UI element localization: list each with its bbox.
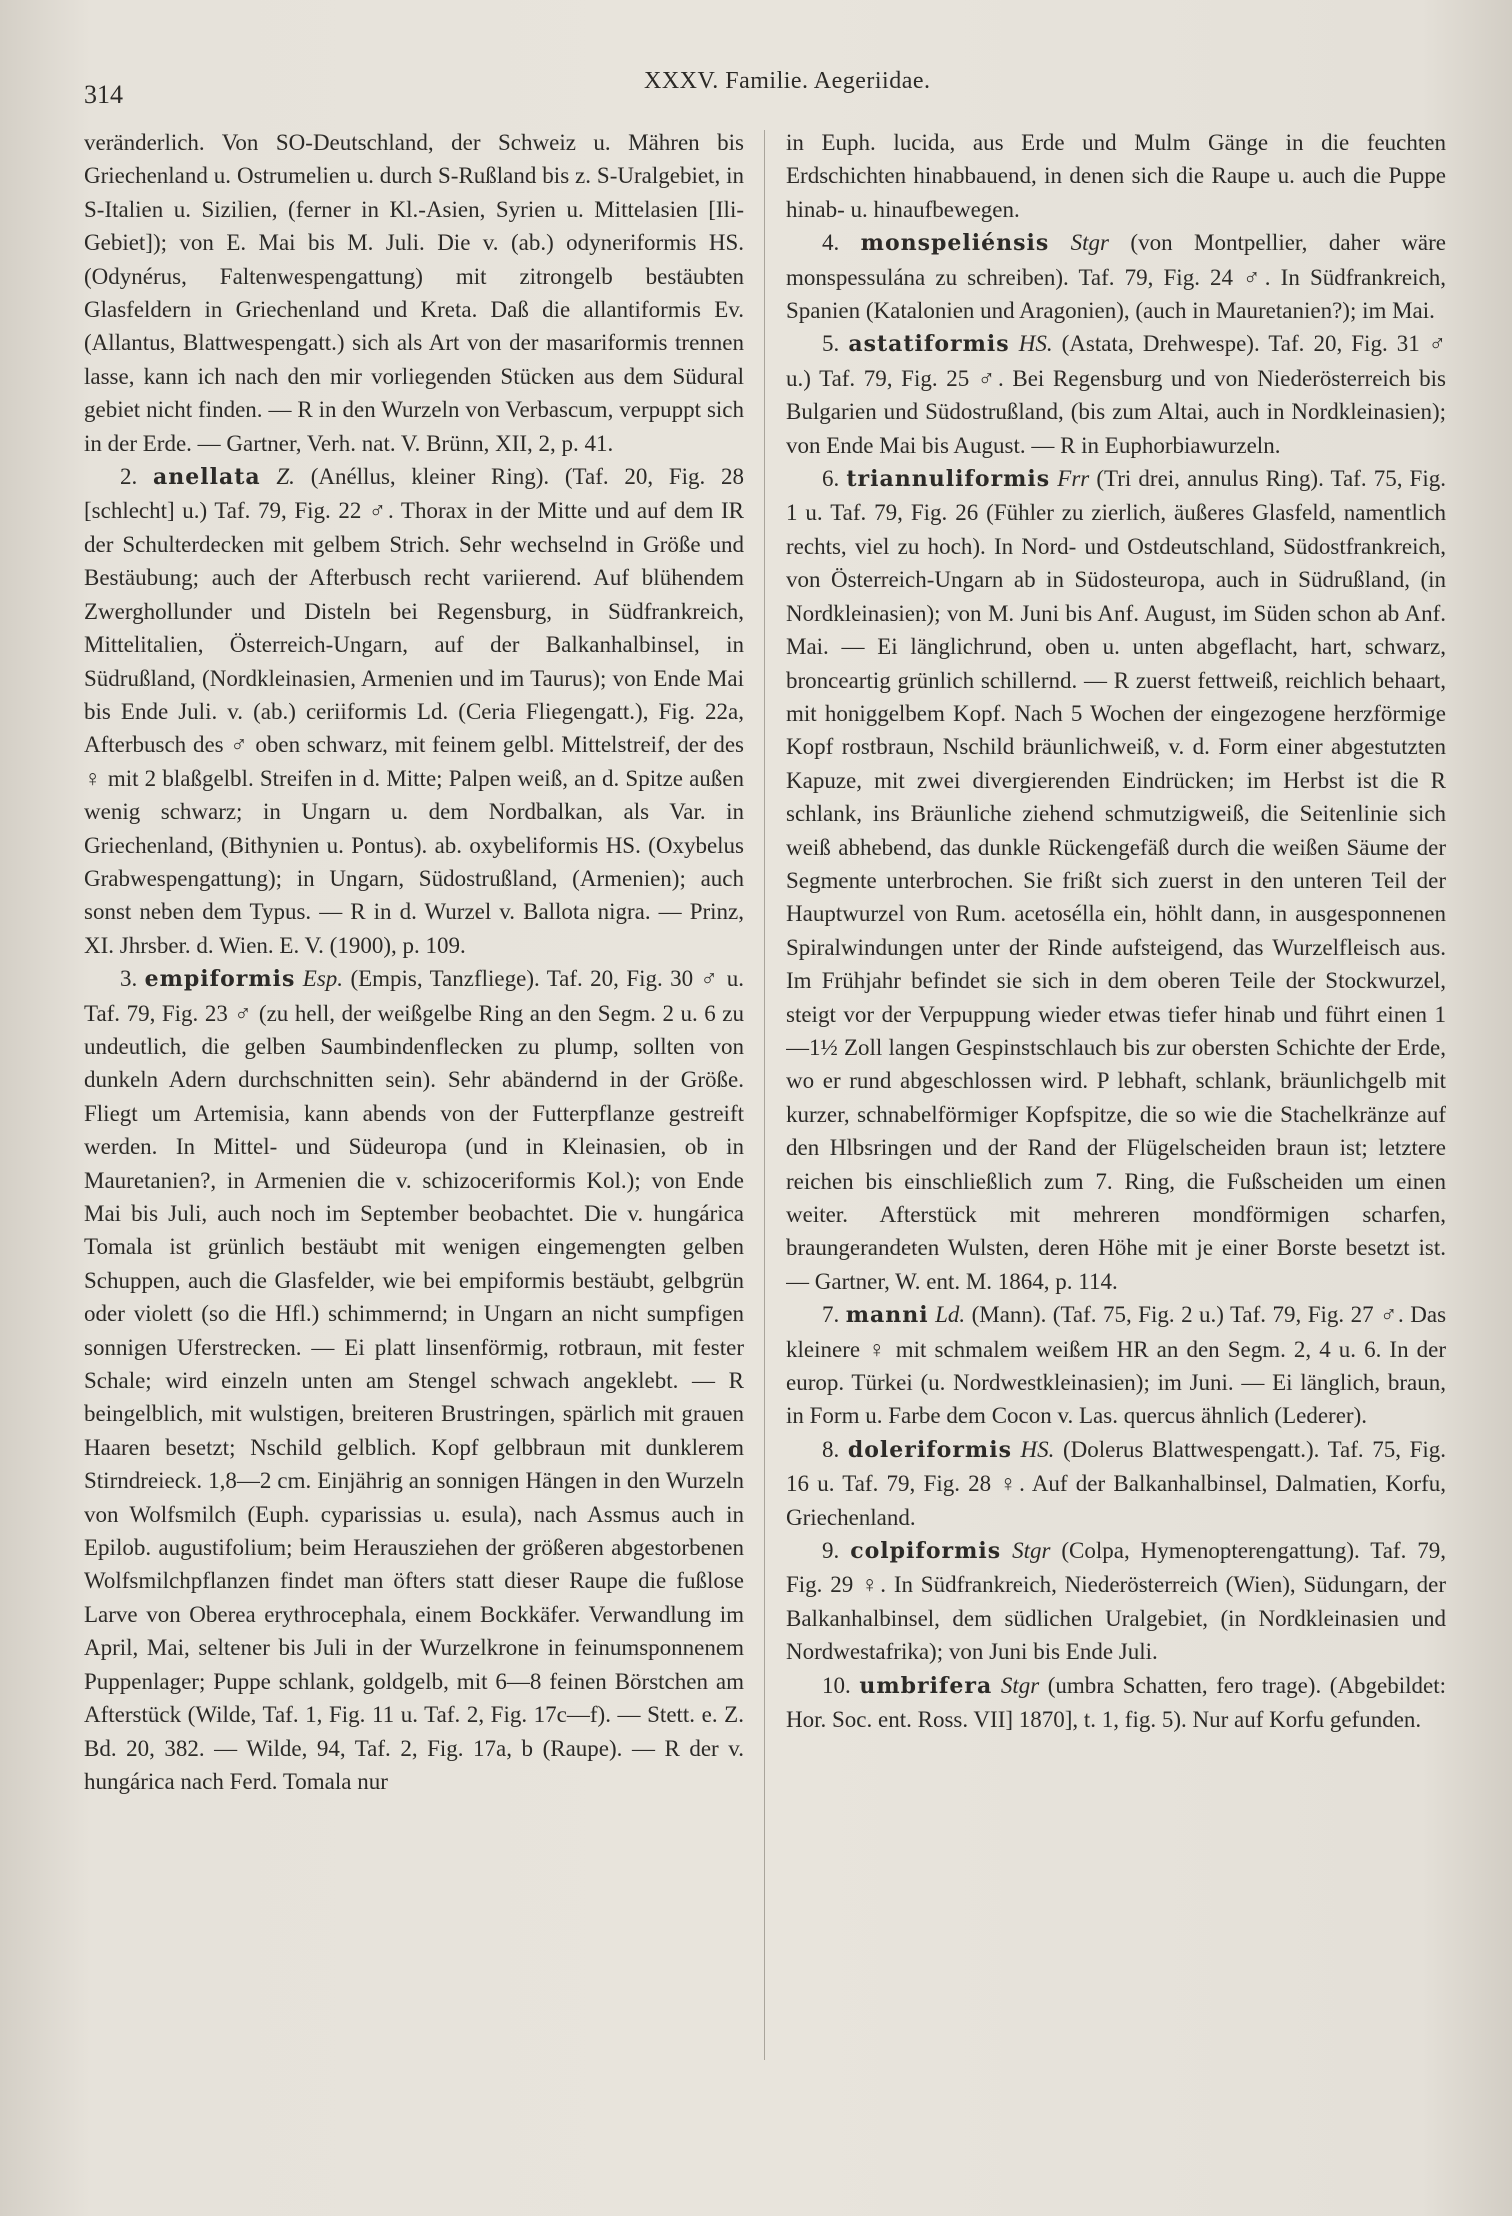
species-entry bbox=[786, 1669, 1446, 1737]
entry-number: 7. bbox=[822, 1302, 840, 1328]
entry-text: (Colpa, Hymenopterengattung). Taf. 79, Fig. 29 ♀. In Südfrankreich, Niederösterreich (Wien), Südungarn, der Balkanhalbinsel, dem südlichen Uralgebiet, (in Nordkleinasien und Nordwestafrika); von Juni bis Ende Juli. bbox=[786, 1538, 1446, 1665]
entry-number: 4. bbox=[822, 230, 840, 256]
entry-number: 2. bbox=[120, 464, 138, 490]
entry-number: 5. bbox=[822, 331, 840, 357]
species-entry bbox=[786, 462, 1446, 1298]
entry-number: 3. bbox=[120, 966, 138, 992]
page-number: 314 bbox=[84, 80, 123, 109]
species-name: manni bbox=[845, 1302, 929, 1329]
entry-number: 8. bbox=[822, 1436, 840, 1462]
species-entry bbox=[84, 460, 744, 962]
paragraph-text: veränderlich. Von SO-Deutschland, der Schweiz u. Mähren bis Griechenland u. Ostrumelien u. durch S-Rußland bis z. S-Uralgebiet, in S-Italien u. Sizilien, (ferner in Kl.-Asien, Syrien u. Mittelasien [Ili-Gebiet]); von E. Mai bis M. Juli. Die v. (ab.) odyneriformis HS. (Odynérus, Faltenwespengattung) mit zitrongelb bestäubten Glasfeldern in Griechenland und Kreta. Daß die allantiformis Ev. (Allantus, Blattwespengatt.) sich als Art von der masariformis trennen lasse, kann ich nach den mir vorliegenden Stücken aus dem Südural gebiet nicht finden. — R in den Wurzeln von Verbascum, verpuppt sich in der Erde. — Gartner, Verh. nat. V. Brünn, XII, 2, p. 41. bbox=[84, 130, 744, 456]
species-name: doleriformis bbox=[847, 1436, 1012, 1463]
entry-text: (Dolerus Blattwespengatt.). Taf. 75, Fig. 16 u. Taf. 79, Fig. 28 ♀. Auf der Balkanhalbinsel, Dalmatien, Korfu, Griechenland. bbox=[786, 1436, 1446, 1530]
species-name: monspeliénsis bbox=[860, 230, 1050, 257]
entry-text: (Astata, Drehwespe). Taf. 20, Fig. 31 ♂ u.) Taf. 79, Fig. 25 ♂. Bei Regensburg und von Niederösterreich bis Bulgarien und Südostrußland, (bis zum Altai, auch in Nordkleinasien); von Ende Mai bis August. — R in Euphorbiawurzeln. bbox=[786, 331, 1446, 458]
species-entry bbox=[786, 1534, 1446, 1669]
right-column bbox=[786, 126, 1446, 2176]
paragraph-text: in Euph. lucida, aus Erde und Mulm Gänge in die feuchten Erdschichten hinabbauend, in denen sich die Raupe u. auch die Puppe hinab- u. hinaufbewegen. bbox=[786, 130, 1446, 222]
species-entry bbox=[786, 226, 1446, 327]
species-entry bbox=[786, 327, 1446, 462]
species-name: empiformis bbox=[144, 966, 296, 993]
author-name: Stgr bbox=[1070, 230, 1109, 256]
species-name: anellata bbox=[153, 464, 261, 491]
running-title: XXXV. Familie. Aegeriidae. bbox=[644, 68, 931, 94]
species-entry bbox=[786, 1298, 1446, 1433]
entry-text: (Empis, Tanzfliege). Taf. 20, Fig. 30 ♂ u. Taf. 79, Fig. 23 ♂ (zu hell, der weißgelbe Ring an den Segm. 2 u. 6 zu undeutlich, die gelben Saumbindenflecken zu plump, sollten von dunkeln Adern durchschnitten sein). Sehr abändernd in der Größe. Fliegt um Artemisia, kann abends von der Futterpflanze gestreift werden. In Mittel- und Südeuropa (und in Kleinasien, ob in Mauretanien?, in Armenien die v. schizoceriformis Kol.); von Ende Mai bis Juli, auch noch im September beobachtet. Die v. hungárica Tomala ist grünlich bestäubt mit wenigen eingemengten gelben Schuppen, auch die Glasfelder, wie bei empiformis bestäubt, gelbgrün oder violett (so die Hfl.) schimmernd; in Ungarn an nicht sumpfigen sonnigen Uferstrecken. — Ei platt linsenförmig, rotbraun, mit fester Schale; wird einzeln unten am Stengel schwach angeklebt. — R beingelblich, mit wulstigen, breiteren Brustringen, spärlich mit grauen Haaren besetzt; Nschild gelblich. Kopf gelbbraun mit dunklerem Stirndreieck. 1,8—2 cm. Einjährig an sonnigen Hängen in den Wurzeln von Wolfsmilch (Euph. cyparissias u. esula), nach Assmus auch in Epilob. augustifolium; beim Herausziehen der größeren abgestorbenen Wolfsmilchpflanzen findet man öfters statt dieser Raupe die fußlose Larve von Oberea erythrocephala, einem Bockkäfer. Verwandlung im April, Mai, seltener bis Juli in der Wurzelkrone in feinumsponnenem Puppenlager; Puppe schlank, goldgelb, mit 6—8 feinen Börstchen am Afterstück (Wilde, Taf. 1, Fig. 11 u. Taf. 2, Fig. 17c—f). — Stett. e. Z. Bd. 20, 382. — Wilde, 94, Taf. 2, Fig. 17a, b (Raupe). — R der v. hungárica nach Ferd. Tomala nur bbox=[84, 966, 744, 1794]
author-name: HS. bbox=[1018, 331, 1053, 357]
author-name: HS. bbox=[1020, 1436, 1055, 1462]
entry-text: (umbra Schatten, fero trage). (Abgebildet: Hor. Soc. ent. Ross. VII] 1870], t. 1, fig. 5). Nur auf Korfu gefunden. bbox=[786, 1672, 1446, 1733]
author-name: Stgr bbox=[1000, 1672, 1040, 1698]
entry-text: (von Montpellier, daher wäre monspessulána zu schreiben). Taf. 79, Fig. 24 ♂. In Südfrankreich, Spanien (Katalonien und Aragonien), (auch in Mauretanien?); im Mai. bbox=[786, 230, 1446, 324]
species-name: triannuliformis bbox=[846, 466, 1051, 493]
continuation-paragraph bbox=[84, 126, 744, 460]
entry-text: (Tri drei, annulus Ring). Taf. 75, Fig. 1 u. Taf. 79, Fig. 26 (Fühler zu zierlich, äußeres Glasfeld, namentlich rechts, viel zu hoch). In Nord- und Ostdeutschland, Südostfrankreich, von Österreich-Ungarn ab in Südosteuropa, auch in Südrußland, (in Nordkleinasien); von M. Juni bis Anf. August, im Süden schon ab Anf. Mai. — Ei länglichrund, oben u. unten abgeflacht, hart, schwarz, bronceartig grünlich schillernd. — R zuerst fettweiß, reichlich behaart, mit honiggelbem Kopf. Nach 5 Wochen der eingezogene herzförmige Kopf rostbraun, Nschild bräunlichweiß, v. d. Form einer abgestutzten Kapuze, mit zwei divergierenden Eindrücken; im Herbst ist die R schlank, ins Bräunliche ziehend schmutzigweiß, die Seitenlinie sich weiß abhebend, das dunkle Rückengefäß durch die weißen Säume der Segmente unterbrochen. Sie frißt sich zuerst in den unteren Teil der Hauptwurzel von Rum. acetosélla ein, höhlt dann, in ausgesponnenen Spiralwindungen unter der Rinde aufsteigend, das Wurzelfleisch aus. Im Frühjahr befindet sie sich in dem oberen Teile der Stockwurzel, steigt vor der Verpuppung wieder etwas tiefer hinab und führt einen 1—1½ Zoll langen Gespinstschlauch bis zur obersten Schichte der Erde, wo er rund abgeschlossen wird. P lebhaft, schlank, bräunlichgelb mit kurzer, schnabelförmiger Kopfspitze, die so wie die Stachelkränze auf den Hlbsringen und der Rand der Flügelscheiden braun ist; letztere reichen bis einschließlich zum 7. Ring, die Fußscheiden um einen weiter. Afterstück mit mehreren mondförmigen scharfen, braungerandeten Wulsten, deren Höhe mit je einer Borste besetzt ist. — Gartner, W. ent. M. 1864, p. 114. bbox=[786, 466, 1446, 1294]
entry-number: 10. bbox=[822, 1672, 851, 1698]
species-name: umbrifera bbox=[859, 1672, 993, 1699]
author-name: Z. bbox=[276, 464, 295, 490]
left-column bbox=[84, 126, 744, 2176]
author-name: Frr bbox=[1057, 466, 1090, 492]
continuation-paragraph bbox=[786, 126, 1446, 226]
column-divider bbox=[764, 130, 765, 2060]
entry-text: (Anéllus, kleiner Ring). (Taf. 20, Fig. 28 [schlecht] u.) Taf. 79, Fig. 22 ♂. Thorax in der Mitte und auf dem IR der Schulterdecken mit gelbem Strich. Sehr wechselnd in Größe und Bestäubung; auch der Afterbusch recht variierend. Auf blühendem Zwerghollunder und Disteln bei Regensburg, in Südfrankreich, Mittelitalien, Österreich-Ungarn, auf der Balkanhalbinsel, in Südrußland, (Nordkleinasien, Armenien und im Taurus); von Ende Mai bis Ende Juli. v. (ab.) ceriiformis Ld. (Ceria Fliegengatt.), Fig. 22a, Afterbusch des ♂ oben schwarz, mit feinem gelbl. Mittelstreif, der des ♀ mit 2 blaßgelbl. Streifen in d. Mitte; Palpen weiß, an d. Spitze außen wenig schwarz; in Ungarn u. dem Nordbalkan, als Var. in Griechenland, (Bithynien u. Pontus). ab. oxybeliformis HS. (Oxybelus Grabwespengattung); in Ungarn, Südostrußland, (Armenien); auch sonst neben dem Typus. — R in d. Wurzel v. Ballota nigra. — Prinz, XI. Jhrsber. d. Wien. E. V. (1900), p. 109. bbox=[84, 464, 744, 958]
species-name: colpiformis bbox=[850, 1538, 1002, 1565]
entry-number: 9. bbox=[822, 1538, 840, 1564]
entry-text: (Mann). (Taf. 75, Fig. 2 u.) Taf. 79, Fig. 27 ♂. Das kleinere ♀ mit schmalem weißem HR an den Segm. 2, 4 u. 6. In der europ. Türkei (u. Nordwestkleinasien); im Juni. — Ei länglich, braun, in Form u. Farbe dem Cocon v. Las. quercus ähnlich (Lederer). bbox=[786, 1302, 1446, 1429]
species-name: astatiformis bbox=[848, 331, 1010, 358]
author-name: Ld. bbox=[935, 1302, 966, 1328]
species-entry bbox=[84, 962, 744, 1798]
author-name: Esp. bbox=[302, 966, 344, 992]
species-entry bbox=[786, 1433, 1446, 1534]
entry-number: 6. bbox=[822, 466, 840, 492]
author-name: Stgr bbox=[1012, 1538, 1051, 1564]
page-header bbox=[84, 62, 1464, 112]
